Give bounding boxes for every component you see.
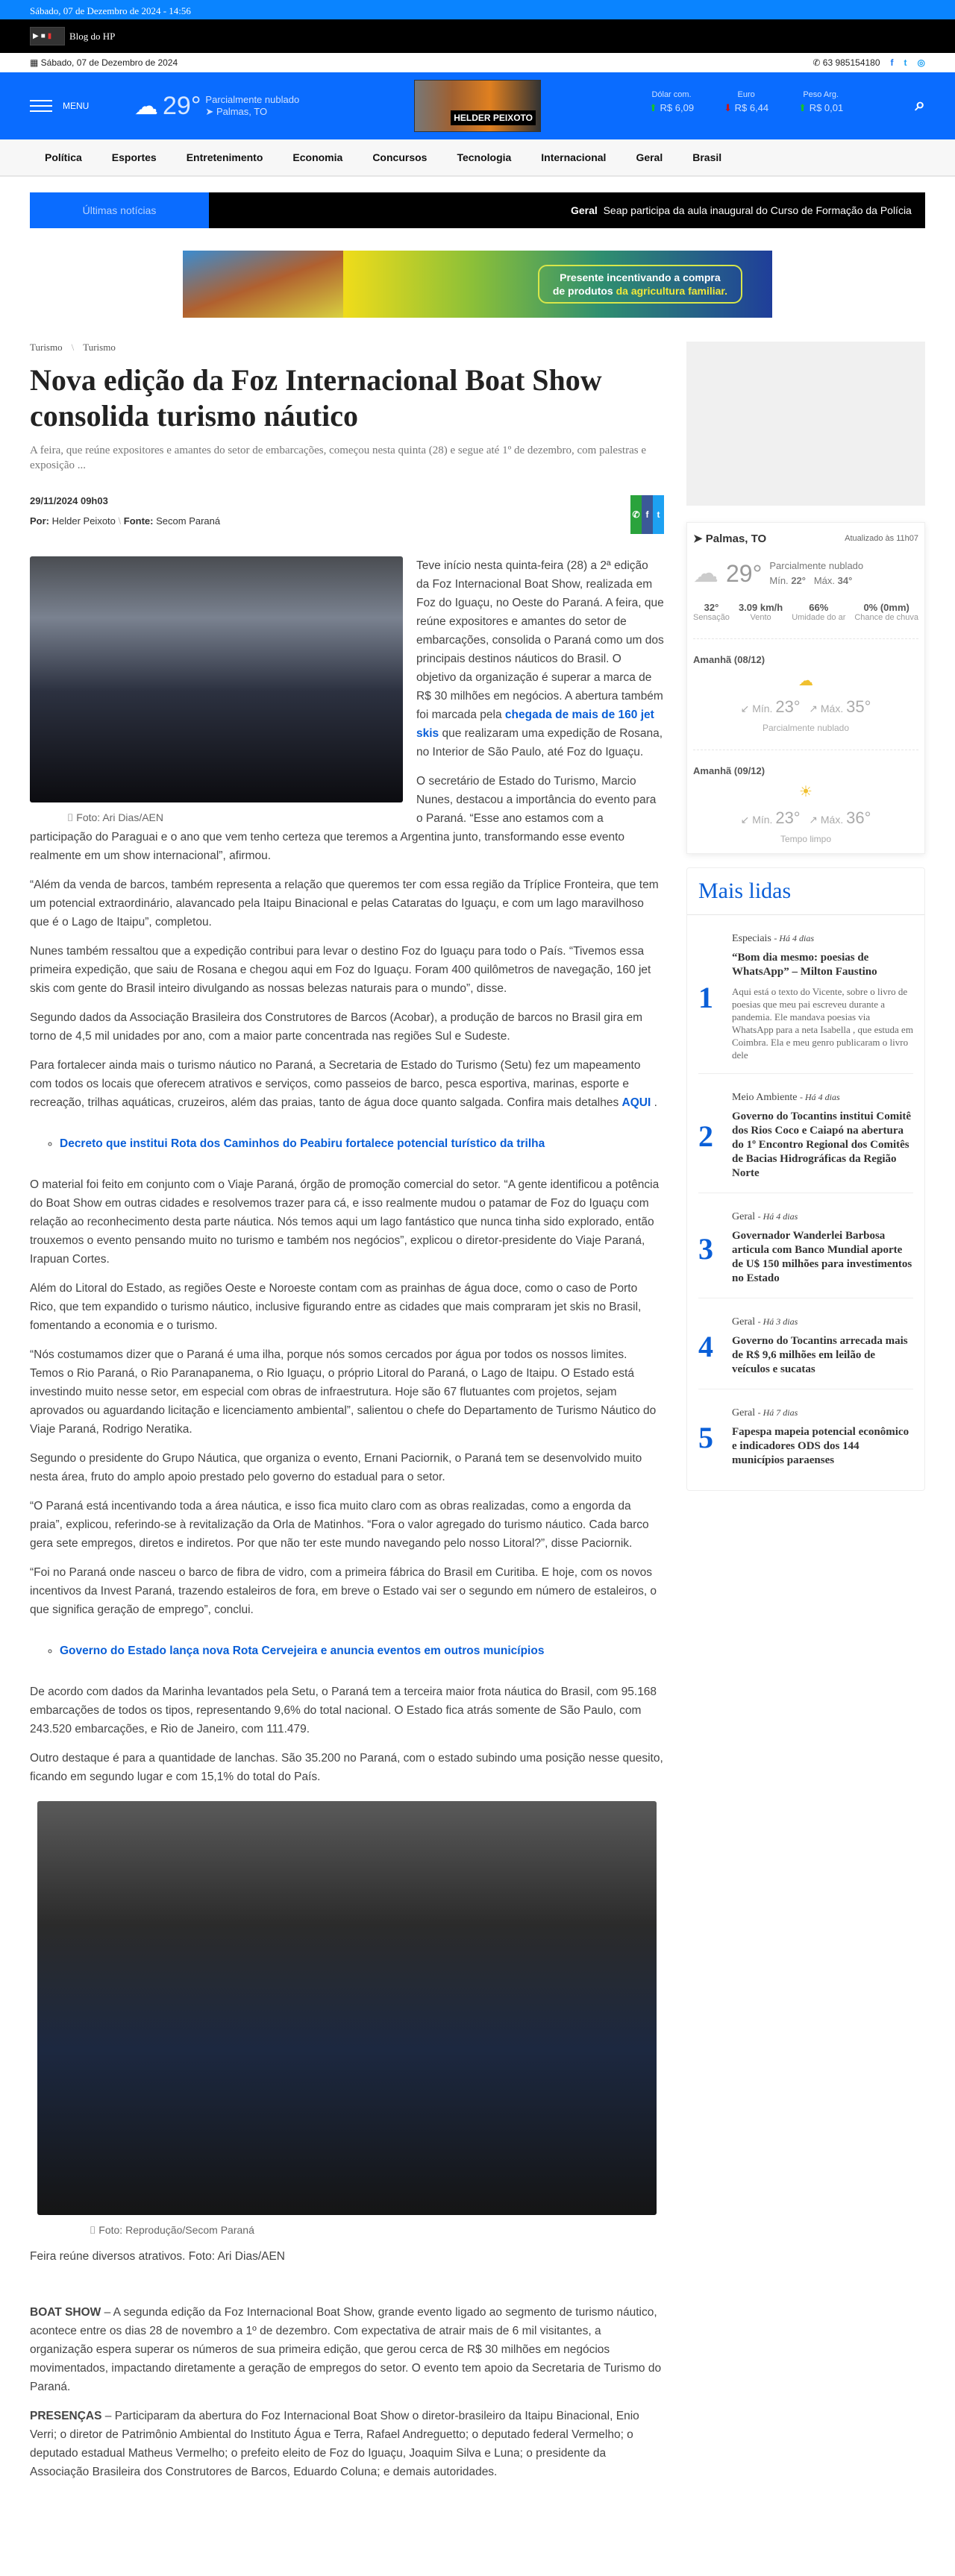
sidebar-ad-placeholder [686, 342, 925, 506]
date-bar [0, 53, 955, 72]
related-links [60, 1642, 664, 1660]
menu-label: MENU [63, 101, 90, 111]
ticker-headline: Seap participa da aula inaugural do Curso de Formação da Polícia [603, 204, 912, 216]
currency-dollar [649, 90, 694, 114]
logo-text: HELDER PEIXOTO [451, 110, 536, 125]
currency-name: Euro [737, 90, 755, 99]
paragraph: “Além da venda de barcos, também representa a relação que queremos ter com essa região da Tríplice Fronteira, que tem um potencial extraordinário, alavancado pela Itaipu Binacional e pelas Cataratas do Iguaçu, e com um lago maravilhoso que é o Lago de Itaipu”, completou. [30, 879, 659, 929]
source: Secom Paraná [156, 515, 221, 527]
min-temp: 22° [791, 575, 806, 586]
paragraph-text: Teve início nesta quinta-feira (28) a 2ª edição da Foz Internacional Boat Show, realizada em Foz do Iguaçu, no Oeste do Paraná. A feira, que reúne expositores e amantes do setor de embarcações, consolida o Paraná como um dos principais destinos náuticos do Brasil. O objetivo da organização é superar a marca de R$ 30 milhões em negócios. A abertura também foi marcada pela [416, 559, 664, 721]
nav-concursos[interactable]: Concursos [372, 151, 428, 163]
item-category: Geral [732, 1211, 756, 1222]
weather-temp: 29° [726, 559, 763, 587]
detail-value: 0% (0mm) [863, 602, 909, 613]
paragraph: “Nós costumamos dizer que o Paraná é uma ilha, porque nós somos cercados por água por todos os nossos limites. Temos o Rio Paraná, o Rio Paranapanema, o Rio Iguaçu, o próprio Litoral do Paraná, o Lago de Itaipu. O Estado está investindo muito nesse setor, em especial com obras de infraestrutura. Hoje são 67 flutuantes com projetos, sejam aprovados ou aguardando licitação e licenciamento ambiental”, salientou o chefe do Departamento de Turismo Náutico do Viaje Paraná, Rodrigo Neratika. [30, 1348, 657, 1436]
rain-chance [854, 602, 918, 622]
nav-esportes[interactable]: Esportes [111, 151, 157, 163]
forecast-max: 35° [846, 697, 871, 716]
article-meta: 29/11/2024 09h03 Por: Helder Peixoto \ Fonte: Secom Paraná ✆ f t [30, 495, 664, 527]
nav-entretenimento[interactable]: Entretenimento [186, 151, 263, 163]
paragraph: Segundo o presidente do Grupo Náutica, que organiza o evento, Ernani Paciornik, o Paraná tem se desenvolvido muito nesta área, fruto do amplo apoio prestado pelo governo do estadual para o setor. [30, 1452, 642, 1483]
location-arrow-icon: ➤ [693, 533, 706, 545]
author: Helder Peixoto [51, 515, 116, 527]
forecast-desc: Tempo limpo [780, 834, 832, 844]
banner-text [538, 265, 742, 304]
site-header [0, 72, 955, 139]
paragraph-lead: PRESENÇAS [30, 2410, 102, 2422]
paragraph-text: Para fortalecer ainda mais o turismo náutico no Paraná, a Secretaria de Estado do Turismo (Setu) fez um mapeamento com todos os locais que oferecem atrativos e serviços, como passeios de barco, pesca esportiva, marinas, esporte e recreação, trilhas aquáticas, cruzeiros, além das praias, tanto de água doce quanto salgada. Confira mais detalhes [30, 1059, 641, 1109]
item-category: Especiais [732, 933, 771, 944]
ad-banner[interactable] [183, 251, 772, 318]
item-category: Geral [732, 1316, 756, 1328]
paragraph-text: – A segunda edição da Foz Internacional Boat Show, grande evento ligado ao segmento de turismo náutico, acontece entre os dias 28 de novembro a 1º de dezembro. Com expectativa de atrair mais de 6 mil visitantes, a organização espera superar os números de sua primeira edição, que gerou cerca de R$ 30 milhões em negócios movimentados, impactando diretamente a geração de empregos do setor. O evento tem apoio da Secretaria de Turismo do Paraná. [30, 2306, 662, 2393]
header-weather-desc: Parcialmente nublado [205, 94, 300, 105]
paragraph: Nunes também ressaltou que a expedição contribui para levar o destino Foz do Iguaçu para todo o País. “Tivemos essa primeira expedição, que saiu de Rosana e chegou aqui em Foz do Iguaçu. Foram 400 quilômetros de navegação, 160 jet skis com gente do Brasil inteiro divulgando as nossas belezas naturais para o mundo”, disse. [30, 945, 651, 995]
item-title: Fapespa mapeia potencial econômico e indicadores ODS dos 144 municípios paraenses [732, 1426, 909, 1466]
nav-tecnologia[interactable]: Tecnologia [457, 151, 512, 163]
paragraph-lead: BOAT SHOW [30, 2306, 101, 2319]
detail-value: 66% [809, 602, 829, 613]
forecast-day-label: Amanhã (09/12) [693, 765, 765, 776]
search-icon[interactable]: ⌕ [915, 95, 925, 115]
location-icon: ➤ [205, 106, 216, 117]
feels-like [693, 602, 730, 622]
item-title: Governo do Tocantins institui Comitê dos Rios Coco e Caiapó na abertura do 1º Encontro Regional dos Comitês de Bacias Hidrográficas da Região Norte [732, 1110, 912, 1179]
related-links [60, 1134, 664, 1153]
radio-player-bar [0, 19, 955, 53]
radio-player [30, 27, 65, 45]
volume-icon[interactable]: ▮ [47, 32, 52, 40]
paragraph: Outro destaque é para a quantidade de lanchas. São 35.200 no Paraná, com o estado subindo uma posição nesse quesito, ficando em segundo lugar e com 15,1% do total do País. [30, 1752, 663, 1783]
detail-label: Chance de chuva [854, 613, 918, 622]
item-category: Geral [732, 1407, 756, 1419]
rank-number: 2 [698, 1119, 713, 1153]
paragraph: Segundo dados da Associação Brasileira dos Construtores de Barcos (Acobar), a produção de barcos no Brasil gira em torno de 4,5 mil unidades por ano, com a maior parte concentrada nas regiões Sul e Sudeste. [30, 1011, 643, 1043]
paragraph: Para fortalecer ainda mais o turismo náutico no Paraná, a Secretaria de Estado do Turismo (Setu) fez um mapeamento com todos os locais que oferecem atrativos e serviços, como passeios de barco, pesca esportiva, marinas, esporte e recreação, trilhas aquáticas, cruzeiros, além das praias, tanto de água doce quanto salgada. Confira mais detalhes AQUI . [30, 1059, 657, 1109]
paragraph [30, 2303, 664, 2396]
paragraph [30, 2407, 664, 2481]
most-read-item[interactable] [698, 915, 913, 1074]
top-date-bar [0, 0, 955, 19]
currency-quotes [649, 90, 843, 114]
ribbon-cutting-photo[interactable] [30, 556, 403, 802]
cloud-icon: ☁ [693, 559, 718, 588]
forecast-day-label: Amanhã (08/12) [693, 654, 765, 665]
banner-line2: de produtos [552, 285, 616, 297]
news-ticker [30, 192, 925, 228]
humidity [792, 602, 845, 622]
most-read-item[interactable] [698, 1193, 913, 1298]
min-label: Mín. [769, 575, 789, 586]
related-link[interactable]: Governo do Estado lança nova Rota Cervejeira e anuncia eventos em outros municípios [60, 1644, 545, 1657]
paragraph: O secretário de Estado do Turismo, Marcio Nunes, destacou a importância do evento para o Paraná. “Esse ano estamos com a participação do Paraguai e o ano que vem tenho certeza que teremos a Argentina junto, transformando esse evento realmente em um show internacional”, afirmou. [30, 775, 657, 862]
most-read-title: Mais lidas [687, 868, 924, 915]
whatsapp-icon: ✆ [812, 57, 823, 68]
player-title: Blog do HP [69, 30, 116, 42]
item-time: - Há 4 dias [800, 1092, 840, 1102]
ticker-category: Geral [571, 204, 598, 216]
publish-date: 29/11/2024 09h03 [30, 495, 108, 506]
weather-details [693, 602, 918, 622]
nav-brasil[interactable]: Brasil [692, 151, 722, 163]
main-nav [0, 139, 955, 177]
play-icon[interactable]: ▶ [33, 32, 39, 40]
rank-number: 5 [698, 1421, 713, 1454]
rank-number: 3 [698, 1231, 713, 1266]
nav-internacional[interactable]: Internacional [541, 151, 607, 163]
jet-ski-link[interactable]: chegada de mais de 160 jet skis [416, 709, 654, 740]
paragraph: “O Paraná está incentivando toda a área náutica, e isso fica muito claro com as obras realizadas, como a engorda da praia”, explicou, referindo-se à revitalização da Orla de Matinhos. “Fora o valor agregado do turismo náutico. Cada barco gera sete empregos, diretos e indiretos. Por que não ter este mundo navegando pelo nosso Litoral?”, disse Paciornik. [30, 1500, 649, 1550]
currency-value: R$ 6,44 [734, 102, 769, 113]
item-time: - Há 4 dias [757, 1211, 798, 1222]
camera-icon: ⌷ [90, 2224, 99, 2236]
stop-icon[interactable]: ■ [40, 32, 46, 40]
article-body [30, 556, 664, 2481]
currency-name: Dólar com. [651, 90, 692, 99]
ticker-label: Últimas notícias [30, 192, 209, 228]
arrow-up-icon: ⬆ [649, 102, 657, 113]
detail-label: Sensação [693, 613, 730, 622]
nav-economia[interactable]: Economia [292, 151, 343, 163]
currency-euro [724, 90, 768, 114]
twitter-share-icon[interactable]: t [653, 495, 664, 534]
nav-politica[interactable]: Política [45, 151, 82, 163]
source-label: Fonte: [123, 515, 154, 527]
detail-label: Umidade do ar [792, 613, 846, 622]
most-read-item[interactable] [698, 1298, 913, 1389]
rank-number: 1 [698, 980, 713, 1014]
rank-number: 4 [698, 1330, 713, 1363]
header-temp: 29° [163, 91, 201, 120]
article-lead: A feira, que reúne expositores e amantes do setor de embarcações, começou nesta quinta (28) e segue até 1º de dezembro, com palestras e exposição ... [30, 444, 646, 471]
facebook-icon[interactable]: f [890, 57, 894, 68]
arrow-up-icon: ⬆ [798, 102, 807, 113]
forecast-day: Amanhã (08/12) ☁ ↙ Mín. 23° ↗ Máx. 35° Parcialmente nublado [693, 638, 918, 733]
weather-desc: Parcialmente nublado [769, 560, 864, 571]
item-excerpt: Aqui está o texto do Vicente, sobre o livro de poesias que meu pai escreveu durante a pandemia. Ele mandava poesias via WhatsApp para a neta Isabella , que estuda em Coimbra. Ela e meu genro publicaram o livro dele [732, 986, 913, 1061]
breadcrumb-item[interactable]: Turismo [83, 342, 116, 353]
hamburger-icon [30, 96, 52, 116]
breadcrumb: Turismo \ Turismo [30, 342, 116, 353]
forecast-day: Amanhã (09/12) ☀ ↙ Mín. 23° ↗ Máx. 36° Tempo limpo [693, 750, 918, 844]
weather-updated: Atualizado às 11h07 [845, 534, 918, 543]
weather-widget [686, 522, 925, 854]
nav-geral[interactable]: Geral [636, 151, 663, 163]
paragraph: O material foi feito em conjunto com o Viaje Paraná, órgão de promoção comercial do setor. “A gente identificou a potência do Boat Show em outras cidades e resolvemos trazer para cá, e isso realmente mudou o patamar de Foz do Iguaçu com relação ao reconhecimento desta parte náutica. Nós temos aqui um lago fantástico que nunca tinha sido explorado, então trouxemos o evento pensando muito no turismo e também nos negócios”, explicou o diretor-presidente do Viaje Paraná, Irapuan Cortes. [30, 1178, 660, 1266]
photo-caption: Foto: Ari Dias/AEN [76, 811, 163, 823]
paragraph: “Foi no Paraná onde nasceu o barco de fibra de vidro, com a primeira fábrica do Brasil em Curitiba. E hoje, com os novos incentivos da Invest Paraná, trazendo estaleiros de fora, em breve o Estado vai ser o segundo em número de estaleiros, o que significa geração de emprego”, conclui. [30, 1566, 657, 1616]
max-temp: 34° [837, 575, 853, 586]
datetime: Sábado, 07 de Dezembro de 2024 - 14:56 [30, 5, 191, 16]
site-logo[interactable] [414, 80, 541, 132]
item-title: Governo do Tocantins arrecada mais de R$ 9,6 milhões em leilão de veículos e sucatas [732, 1335, 908, 1375]
item-title: “Bom dia mesmo: poesias de WhatsApp” – Milton Faustino [732, 952, 877, 978]
photo-subcaption: Feira reúne diversos atrativos. Foto: Ari Dias/AEN [30, 2250, 285, 2263]
photo-caption: Foto: Reprodução/Secom Paraná [98, 2224, 254, 2236]
most-read-widget [686, 867, 925, 1491]
phone-number[interactable]: 63 985154180 [822, 57, 880, 68]
max-label: Máx. [813, 575, 835, 586]
banner-line1: Presente incentivando a compra [560, 271, 721, 283]
aqui-link[interactable]: AQUI [621, 1096, 651, 1109]
article [30, 342, 664, 2492]
partly-cloudy-icon: ☁ [798, 673, 813, 689]
photo-figure [30, 556, 403, 827]
forecast-min: 23° [775, 697, 801, 716]
current-date: Sábado, 07 de Dezembro de 2024 [40, 57, 178, 68]
banner-main [343, 251, 772, 318]
author-label: Por: [30, 515, 49, 527]
item-time: - Há 3 dias [757, 1316, 798, 1327]
ticker-item[interactable] [571, 204, 925, 216]
header-location: Palmas, TO [216, 106, 268, 117]
menu-button[interactable] [30, 96, 104, 116]
twitter-icon[interactable]: t [904, 57, 907, 68]
forecast-desc: Parcialmente nublado [762, 723, 850, 733]
whatsapp-share-icon[interactable]: ✆ [630, 495, 642, 534]
article-title: Nova edição da Foz Internacional Boat Show consolida turismo náutico [30, 363, 602, 433]
forecast-min: 23° [775, 808, 801, 827]
detail-value: 32° [704, 602, 719, 613]
currency-name: Peso Arg. [803, 90, 839, 99]
paragraph-text: que realizaram uma expedição de Rosana, no Interior de São Paulo, até Foz do Iguaçu. [416, 727, 663, 758]
header-weather [134, 92, 299, 121]
banner-highlight: da agricultura familiar. [616, 285, 727, 297]
sun-icon: ☀ [799, 784, 812, 800]
currency-value: R$ 6,09 [660, 102, 695, 113]
item-category: Meio Ambiente [732, 1092, 798, 1103]
weather-city: Palmas, TO [705, 533, 767, 545]
currency-peso [798, 90, 843, 114]
breadcrumb-item[interactable]: Turismo [30, 342, 63, 353]
detail-label: Vento [750, 613, 771, 622]
paragraph: De acordo com dados da Marinha levantados pela Setu, o Paraná tem a terceira maior frota náutica do Brasil, com 95.168 embarcações de todos os tipos, representando 9,6% do total nacional. O Estado fica atrás somente de São Paulo, com 243.520 embarcações, e Rio de Janeiro, com 111.479. [30, 1686, 657, 1735]
paragraph-text: – Participaram da abertura do Foz Internacional Boat Show o diretor-brasileiro da Itaipu Binacional, Enio Verri; o diretor de Patrimônio Ambiental do Instituto Água e Terra, Rafael Andreguetto; o deputado federal Vermelho; o deputado estadual Matheus Vermelho; o prefeito eleito de Foz do Iguaçu, Joaquim Silva e Luna; o presidente da Associação Brasileira dos Construtores de Barcos, Eduardo Coluna; e demais autoridades. [30, 2410, 639, 2478]
banner-building-image [183, 251, 343, 318]
wind [739, 602, 783, 622]
paragraph: Além do Litoral do Estado, as regiões Oeste e Noroeste contam com as prainhas de água doce, como o caso de Porto Rico, que tem expandido o turismo náutico, inclusive figurando entre as cidades que mais compraram jet skis no Brasil, fomentando a economia e o turismo. [30, 1282, 642, 1332]
related-link[interactable]: Decreto que institui Rota dos Caminhos do Peabiru fortalece potencial turístico da trilha [60, 1137, 545, 1150]
item-time: - Há 4 dias [774, 933, 815, 943]
most-read-item[interactable] [698, 1389, 913, 1490]
currency-value: R$ 0,01 [809, 102, 844, 113]
jet-ski-photo[interactable] [37, 1801, 657, 2215]
cloud-icon: ☁ [134, 92, 158, 119]
forecast-max: 36° [846, 808, 871, 827]
calendar-icon: ▦ [30, 57, 41, 68]
facebook-share-icon[interactable]: f [642, 495, 653, 534]
arrow-down-icon: ⬇ [724, 102, 732, 113]
camera-icon: ⌷ [67, 811, 77, 823]
sidebar [686, 342, 925, 2492]
item-time: - Há 7 dias [757, 1407, 798, 1418]
share-buttons [630, 495, 664, 534]
item-title: Governador Wanderlei Barbosa articula com Banco Mundial aporte de U$ 150 milhões para investimentos no Estado [732, 1230, 912, 1284]
detail-value: 3.09 km/h [738, 602, 783, 613]
most-read-item[interactable] [698, 1074, 913, 1193]
instagram-icon[interactable]: ◎ [917, 57, 925, 68]
